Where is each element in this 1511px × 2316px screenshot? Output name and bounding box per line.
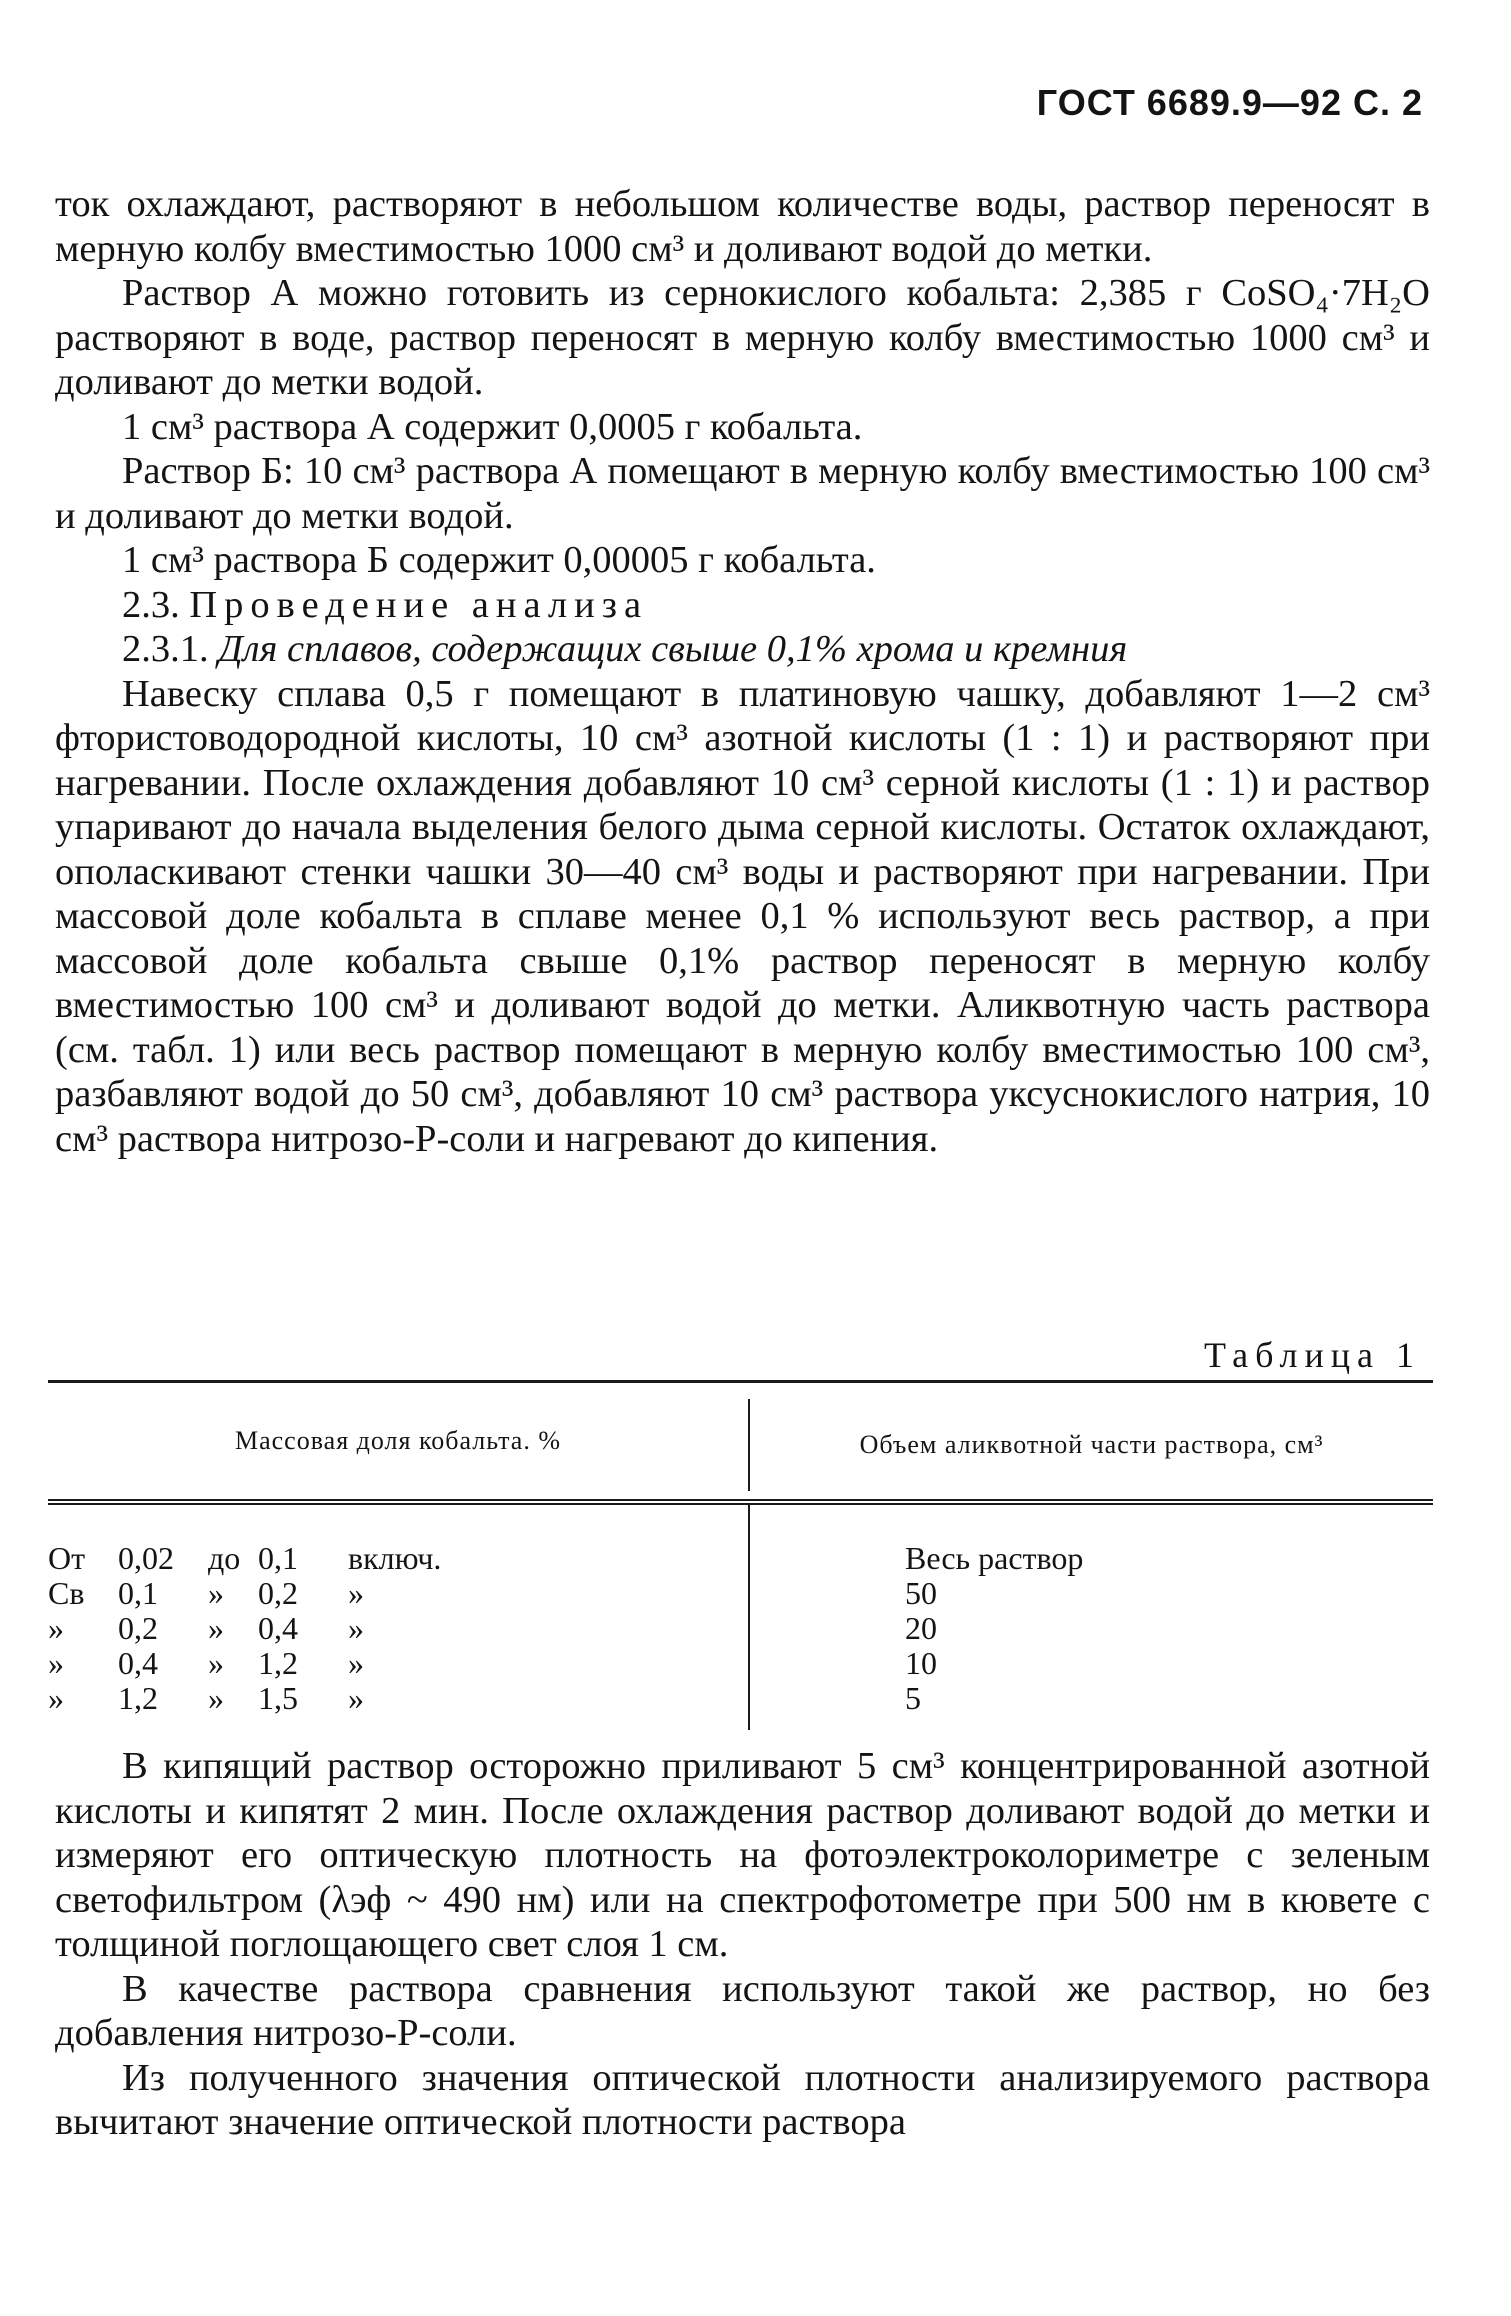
- table-row: Св 0,1 » 0,2 »: [48, 1575, 364, 1611]
- page-header: ГОСТ 6689.9—92 С. 2: [1036, 82, 1423, 123]
- subsection-number: 2.3.1.: [122, 628, 209, 670]
- text-block-top: [55, 182, 1430, 1161]
- table-row: » 1,2 » 1,5 »: [48, 1680, 364, 1716]
- table-row: От 0,02 до 0,1 включ.: [48, 1540, 442, 1576]
- table-cell-volume: Весь раствор: [905, 1540, 1084, 1576]
- section-heading: [55, 583, 1430, 628]
- paragraph: В качестве раствора сравнения используют такой же раствор, но без добавления нитрозо-Р-соли.: [55, 1967, 1430, 2054]
- paragraph: Из полученного значения оптической плотности анализируемого раствора вычитают значение оптической плотности раствора: [55, 2056, 1430, 2143]
- table-cell-volume: 5: [905, 1680, 921, 1716]
- table-header-row: [48, 1383, 1433, 1499]
- col-aliquot-volume: [748, 1505, 1433, 1730]
- table-caption: Таблица 1: [1204, 1335, 1421, 1375]
- section-title: Проведение анализа: [189, 583, 649, 626]
- table-row: » 0,4 » 1,2 »: [48, 1645, 364, 1681]
- paragraph: В кипящий раствор осторожно приливают 5 см³ концентрированной азотной кислоты и кипятят 2 мин. После охлаждения раствор доливают водой до метки и измеряют его оптическую плотность на фотоэлектроколориметре с зеленым светофильтром (λэф ~ 490 нм) или на спектрофотометре при 500 нм в кювете с толщиной поглощающего свет слоя 1 см.: [55, 1745, 1430, 1965]
- col-mass-fraction: [48, 1505, 748, 1730]
- subsection-heading: [55, 627, 1430, 672]
- paragraph: ток охлаждают, растворяют в небольшом количестве воды, раствор переносят в мерную колбу вместимостью 1000 см³ и доливают водой до метки.: [55, 183, 1430, 270]
- table-body: [48, 1505, 1433, 1730]
- text-block-bottom: [55, 1744, 1430, 2145]
- table-1: [48, 1380, 1433, 1730]
- section-number: 2.3.: [122, 583, 180, 626]
- paragraph: 1 см³ раствора Б содержит 0,00005 г кобальта.: [122, 539, 876, 581]
- paragraph: Раствор Б: 10 см³ раствора А помещают в мерную колбу вместимостью 100 см³ и доливают до метки водой.: [55, 450, 1430, 537]
- table-cell-volume: 20: [905, 1610, 937, 1646]
- col-header-mass-fraction: Массовая доля кобальта. %: [234, 1426, 562, 1455]
- paragraph: Раствор А можно готовить из сернокислого кобальта: 2,385 г CoSO₄·7H₂O растворяют в воде, раствор переносят в мерную колбу вместимостью 1000 см³ и доливают до метки водой.: [55, 272, 1430, 403]
- paragraph: 1 см³ раствора А содержит 0,0005 г кобальта.: [122, 405, 863, 448]
- table-row: » 0,2 » 0,4 »: [48, 1610, 364, 1646]
- table-cell-volume: 10: [905, 1645, 937, 1681]
- col-header-aliquot-volume: Объем аликвотной части раствора, см³: [748, 1399, 1433, 1491]
- subsection-title: Для сплавов, содержащих свыше 0,1% хрома и кремния: [218, 628, 1128, 670]
- paragraph: Навеску сплава 0,5 г помещают в платиновую чашку, добавляют 1—2 см³ фтористоводородной кислоты, 10 см³ азотной кислоты (1 : 1) и растворяют при нагревании. После охлаждения добавляют 10 см³ серной кислоты (1 : 1) и раствор упаривают до начала выделения белого дыма серной кислоты. Остаток охлаждают, ополаскивают стенки чашки 30—40 см³ воды и растворяют при нагревании. При массовой доле кобальта в сплаве менее 0,1 % используют весь раствор, а при массовой доле кобальта свыше 0,1% раствор переносят в мерную колбу вместимостью 100 см³ и доливают водой до метки. Аликвотную часть раствора (см. табл. 1) или весь раствор помещают в мерную колбу вместимостью 100 см³, разбавляют водой до 50 см³, добавляют 10 см³ раствора уксуснокислого натрия, 10 см³ раствора нитрозо-Р-соли и нагревают до кипения.: [55, 672, 1430, 1160]
- table-cell-volume: 50: [905, 1575, 937, 1611]
